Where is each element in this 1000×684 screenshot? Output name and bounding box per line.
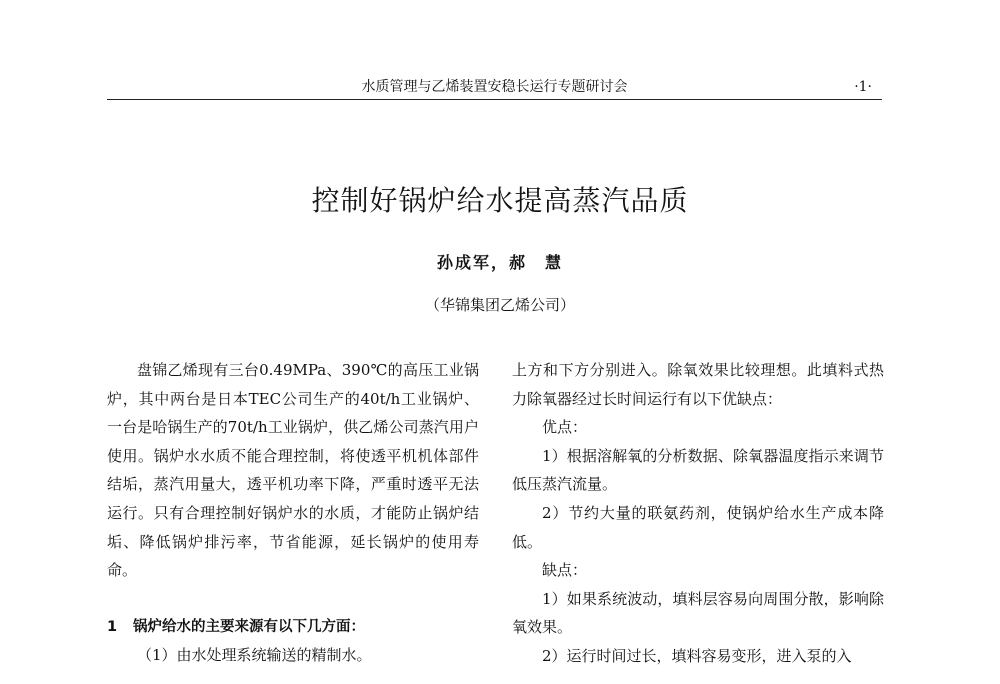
section-heading — [107, 613, 479, 642]
list-item: （1）由水处理系统输送的精制水。 — [137, 646, 372, 665]
list-item: 1）如果系统波动，填料层容易向周围分散，影响除氧效果。 — [512, 589, 884, 637]
running-title: 水质管理与乙烯装置安稳长运行专题研讨会 — [361, 79, 628, 95]
list-item: 2）运行时间过长，填料容易变形，进入泵的入 — [542, 646, 852, 665]
affiliation: （华锦集团乙烯公司） — [424, 296, 575, 314]
section-number: 1 — [107, 618, 118, 635]
authors: 孙成军，郝 慧 — [436, 253, 563, 272]
left-column — [107, 356, 479, 670]
intro-paragraph: 盘锦乙烯现有三台0.49MPa、390℃的高压工业锅炉，其中两台是日本TEC公司生产的40t/h工业锅炉、一台是哈锅生产的70t/h工业锅炉，供乙烯公司蒸汽用户使用。锅炉水水质不能合理控制，将使透平机机体部件结垢，蒸汽用量大，透平机功率下降，严重时透平无法运行。只有合理控制好锅炉水的水质，才能防止锅炉结垢、降低锅炉排污率，节省能源，延长锅炉的使用寿命。 — [107, 361, 479, 580]
disadvantages-label: 缺点： — [542, 561, 588, 580]
page-number: ·1· — [854, 79, 872, 95]
list-item: 1）根据溶解氧的分析数据、除氧器温度指示来调节低压蒸汽流量。 — [512, 446, 884, 494]
continued-paragraph: 上方和下方分别进入。除氧效果比较理想。此填料式热力除氧器经过长时间运行有以下优缺点： — [512, 361, 884, 408]
right-column — [512, 356, 884, 671]
advantages-label: 优点： — [542, 418, 588, 437]
list-item: 2）节约大量的联氨药剂，使锅炉给水生产成本降低。 — [512, 503, 884, 551]
running-header — [107, 77, 882, 100]
section-title: 锅炉给水的主要来源有以下几方面： — [133, 618, 365, 635]
paper-title: 控制好锅炉给水提高蒸汽品质 — [311, 183, 689, 217]
